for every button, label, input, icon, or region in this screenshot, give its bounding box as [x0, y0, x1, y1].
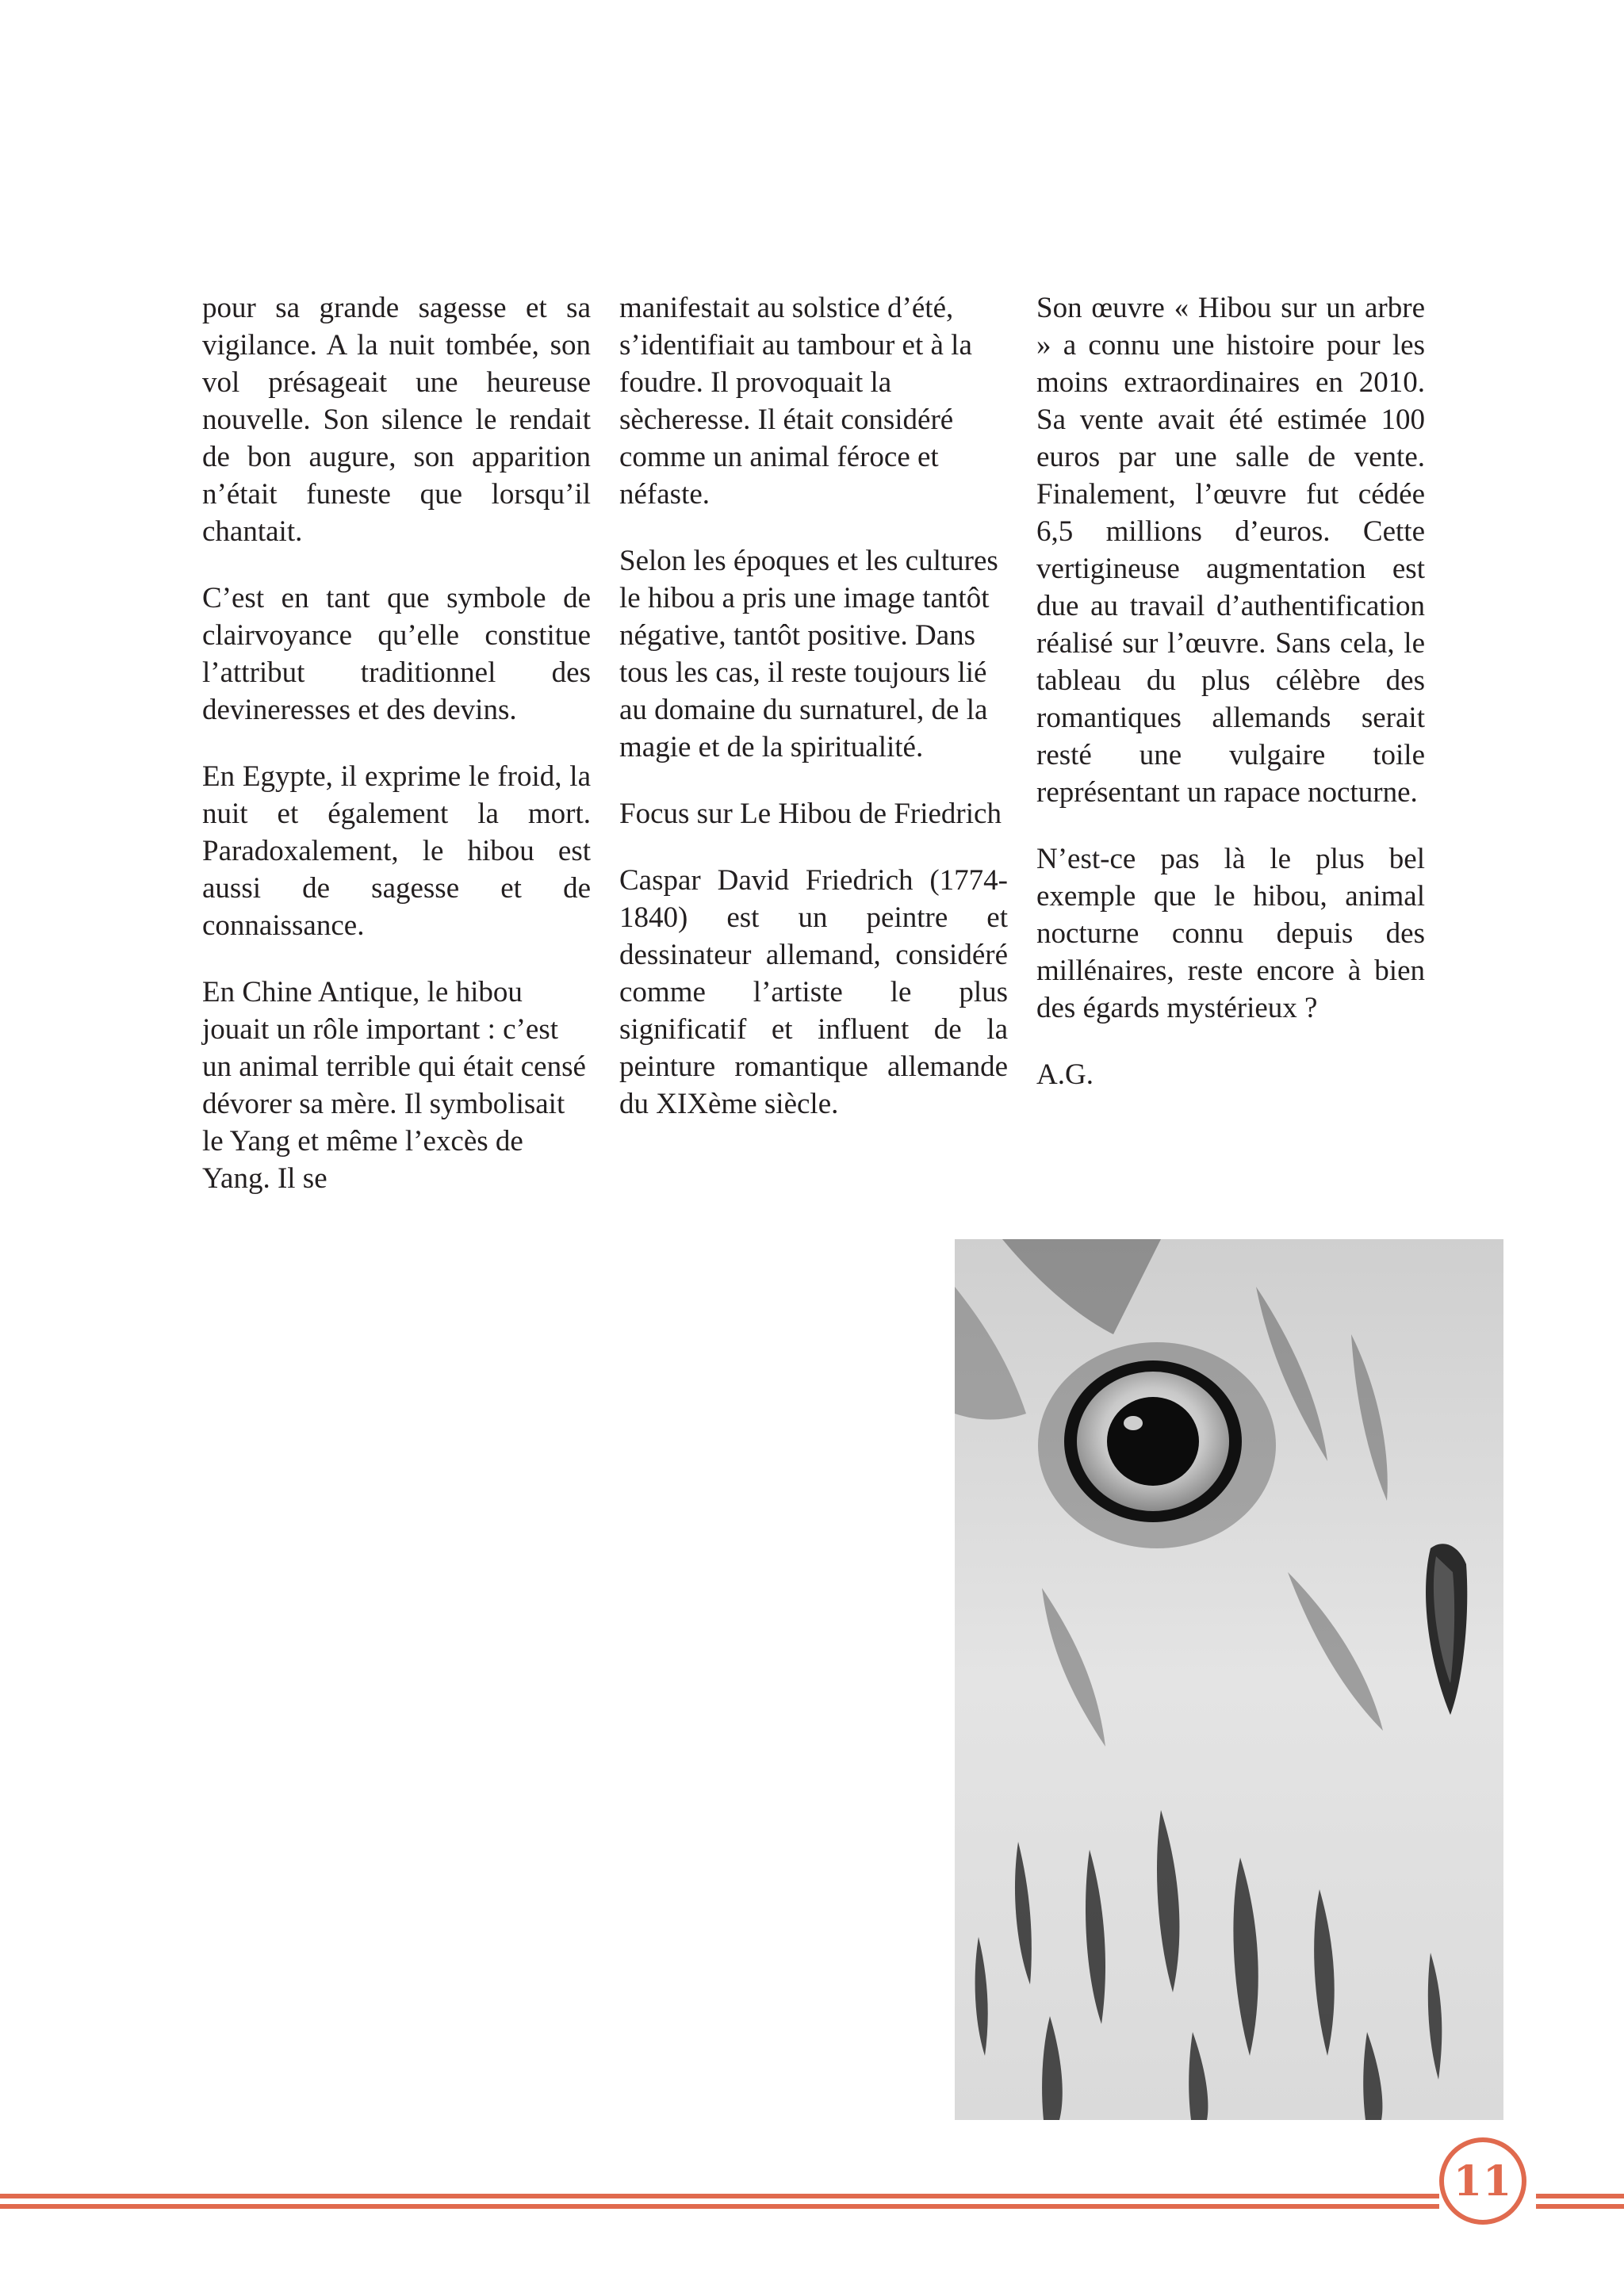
paragraph: N’est-ce pas là le plus bel exemple que le hibou, animal nocturne connu depuis des millénaires, reste encore à bien des égards mystérieux ? — [1036, 843, 1425, 1024]
page-number: 11 — [1453, 2156, 1513, 2206]
footer-rule-top — [0, 2194, 1439, 2198]
footer-rule-top-right — [1536, 2194, 1624, 2198]
paragraph: C’est en tant que symbole de clairvoyance qu’elle constitue l’attribut traditionnel des devineresses et des devins. — [202, 582, 591, 726]
section-heading: Focus sur Le Hibou de Friedrich — [619, 798, 1002, 830]
paragraph: Selon les époques et les cultures le hibou a pris une image tantôt négative, tantôt positive. Dans tous les cas, il reste toujours lié au domaine du surnaturel, de la magie et de la spiritualité. — [619, 545, 998, 763]
page-number-badge — [1439, 2137, 1526, 2225]
paragraph: Caspar David Friedrich (1774-1840) est un peintre et dessinateur allemand, considéré comme l’artiste le plus significatif et influent de la peinture romantique allemande du XIXème siècle. — [619, 864, 1008, 1120]
footer-rule-bottom-right — [1536, 2204, 1624, 2209]
paragraph: En Egypte, il exprime le froid, la nuit et également la mort. Paradoxalement, le hibou est aussi de sagesse et de connaissance. — [202, 760, 591, 942]
text-column-2 — [619, 289, 1008, 1152]
author-signature: A.G. — [1036, 1058, 1094, 1091]
paragraph: Son œuvre « Hibou sur un arbre » a connu une histoire pour les moins extraordinaires en 2010. Sa vente avait été estimée 100 euros par une salle de vente. Finalement, l’œuvre fut cédée 6,5 millions d’euros. Cette vertigineuse augmentation est due au travail d’authentification réalisé sur l’œuvre. Sans cela, le tableau du plus célèbre des romantiques allemands serait resté une vulgaire toile représentant un rapace nocturne. — [1036, 292, 1425, 809]
text-column-3 — [1036, 289, 1425, 1123]
paragraph: manifestait au solstice d’été, s’identifiait au tambour et à la foudre. Il provoquait la sècheresse. Il était considéré comme un animal féroce et néfaste. — [619, 292, 972, 511]
text-column-1 — [202, 289, 591, 1226]
footer-rule-bottom — [0, 2204, 1439, 2209]
paragraph: En Chine Antique, le hibou jouait un rôle important : c’est un animal terrible qui était censé dévorer sa mère. Il symbolisait le Yang et même l’excès de Yang. Il se — [202, 976, 586, 1195]
paragraph: pour sa grande sagesse et sa vigilance. A la nuit tombée, son vol présageait une heureuse nouvelle. Son silence le rendait de bon augure, son apparition n’était funeste que lorsqu’il chantait. — [202, 292, 591, 548]
owl-eye-photo — [955, 1239, 1503, 2120]
owl-photo-drawing — [955, 1239, 1503, 2120]
